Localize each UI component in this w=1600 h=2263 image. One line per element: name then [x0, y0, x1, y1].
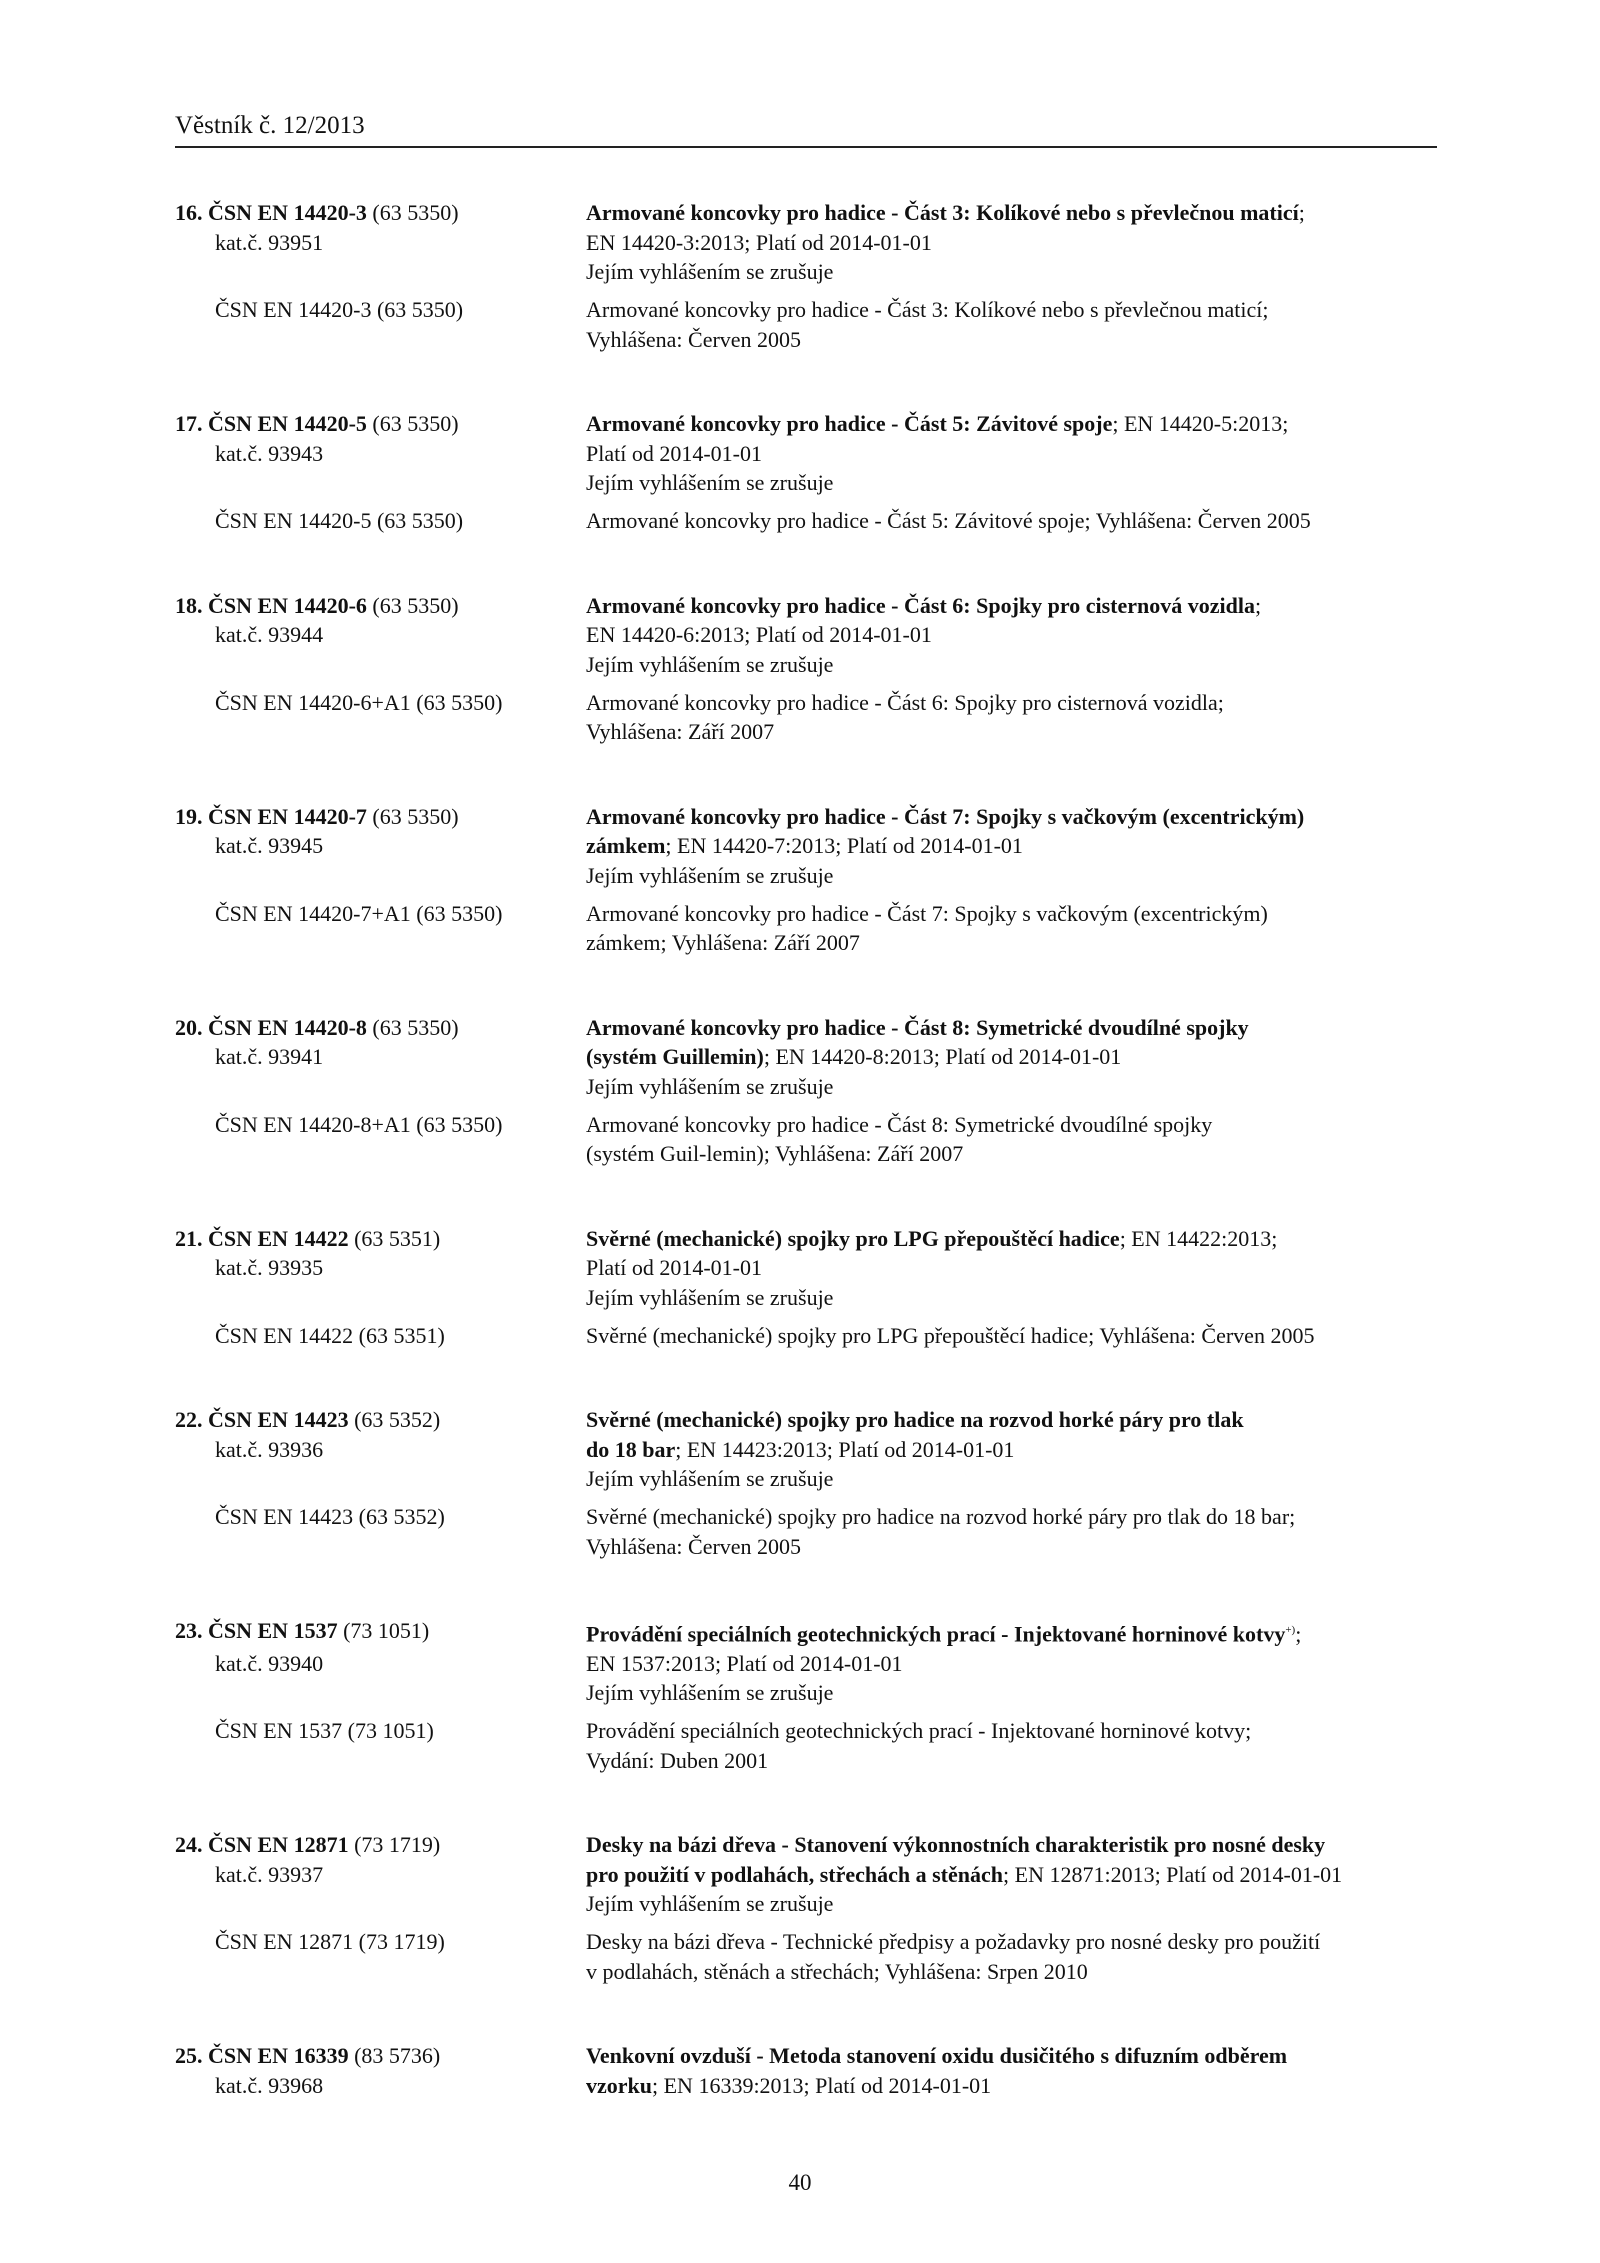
left-column — [175, 899, 586, 929]
entry-line — [175, 1224, 1445, 1254]
left-column — [175, 1042, 586, 1072]
new-standard-details: EN 14420-6:2013; Platí od 2014-01-01 — [586, 622, 932, 647]
new-standard-title: Armované koncovky pro hadice - Část 3: Kolíkové nebo s převlečnou maticí — [586, 200, 1299, 225]
entry-number: 25. — [175, 2043, 203, 2069]
replaced-standard-code: ČSN EN 14420-5 (63 5350) — [215, 508, 464, 533]
new-standard-details: ; EN 14420-7:2013; Platí od 2014-01-01 — [665, 833, 1023, 858]
new-standard-title: do 18 bar — [586, 1436, 676, 1462]
new-standard-details: ; — [1298, 200, 1305, 225]
standard-number-code — [175, 1832, 349, 1857]
standards-list — [175, 198, 1445, 2155]
replaced-standard-code: ČSN EN 14420-6+A1 (63 5350) — [215, 689, 503, 715]
standard-entry — [175, 2041, 1445, 2100]
new-standard-title: Svěrné (mechanické) spojky pro LPG přepouštěcí hadice — [586, 1225, 1120, 1251]
header-rule — [175, 146, 1437, 148]
right-column — [586, 1405, 1445, 1435]
left-column — [175, 257, 586, 287]
left-column — [175, 1927, 586, 1957]
replaced-standard-title: Svěrné (mechanické) spojky pro hadice na rozvod horké páry pro tlak do 18 bar; — [586, 1504, 1296, 1529]
new-standard-title: Svěrné (mechanické) spojky pro hadice na rozvod horké páry pro tlak — [586, 1407, 1244, 1432]
right-column — [586, 591, 1445, 621]
entry-line — [175, 228, 1445, 258]
entry-line — [175, 650, 1445, 680]
standard-entry — [175, 198, 1445, 354]
left-column — [175, 228, 586, 258]
catalog-number: kat.č. 93937 — [215, 1861, 324, 1887]
new-standard-title: pro použití v podlahách, střechách a stěnách — [586, 1861, 1004, 1887]
left-column — [175, 831, 586, 861]
replaced-standard-code: ČSN EN 14420-7+A1 (63 5350) — [215, 900, 503, 926]
new-standard-details: EN 14420-3:2013; Platí od 2014-01-01 — [586, 229, 932, 255]
standard-number-code — [175, 200, 367, 225]
new-standard-title: Desky na bázi dřeva - Stanovení výkonnostních charakteristik pro nosné desky — [586, 1832, 1326, 1858]
replaced-standard-code: ČSN EN 14420-3 (63 5350) — [215, 297, 464, 322]
standard-code: ČSN EN 12871 — [208, 1832, 349, 1858]
standard-code: ČSN EN 1537 — [208, 1618, 338, 1643]
standard-code: ČSN EN 14420-6 — [208, 592, 367, 618]
left-column — [175, 1405, 586, 1435]
replacement-note: Jejím vyhlášením se zrušuje — [586, 862, 834, 888]
standard-code: ČSN EN 16339 — [208, 2043, 349, 2069]
replacement-note: Jejím vyhlášením se zrušuje — [586, 1891, 834, 1917]
catalog-number: kat.č. 93944 — [215, 622, 324, 647]
left-column — [175, 468, 586, 498]
left-column — [175, 1502, 586, 1532]
new-standard-title: (systém Guillemin) — [586, 1044, 764, 1069]
standard-code: ČSN EN 14420-5 — [208, 411, 367, 436]
entry-line — [175, 1889, 1445, 1919]
replacement-note: Jejím vyhlášením se zrušuje — [586, 651, 834, 677]
new-standard-title: Armované koncovky pro hadice - Část 8: Symetrické dvoudílné spojky — [586, 1014, 1249, 1040]
replaced-line — [175, 325, 1445, 355]
left-column — [175, 1746, 586, 1776]
left-column — [175, 1532, 586, 1562]
replacement-note: Jejím vyhlášením se zrušuje — [586, 470, 834, 495]
catalog-number: kat.č. 93951 — [215, 229, 324, 255]
entry-line — [175, 1042, 1445, 1072]
replaced-standard-title: Desky na bázi dřeva - Technické předpisy a požadavky pro nosné desky pro použití — [586, 1929, 1321, 1955]
new-standard-title: Armované koncovky pro hadice - Část 7: Spojky s vačkovým (excentrickým) — [586, 803, 1305, 829]
left-column — [175, 2041, 586, 2071]
right-column — [586, 620, 1445, 650]
entry-line — [175, 1860, 1445, 1890]
standard-number-code — [175, 2043, 349, 2068]
replaced-standard-code: ČSN EN 14422 (63 5351) — [215, 1322, 445, 1348]
replaced-line — [175, 928, 1445, 958]
right-column — [586, 1042, 1445, 1072]
replaced-standard-title: Vyhlášena: Červen 2005 — [586, 326, 802, 352]
catalog-number: kat.č. 93945 — [215, 833, 324, 858]
entry-line — [175, 1253, 1445, 1283]
replacement-note: Jejím vyhlášením se zrušuje — [586, 259, 834, 284]
replaced-standard-title: Vyhlášena: Červen 2005 — [586, 1533, 802, 1559]
catalog-number: kat.č. 93968 — [215, 2072, 324, 2098]
entry-line — [175, 1616, 1445, 1649]
entry-line — [175, 1013, 1445, 1043]
left-column — [175, 1224, 586, 1254]
replacement-note: Jejím vyhlášením se zrušuje — [586, 1284, 834, 1310]
standard-code: ČSN EN 14423 — [208, 1407, 349, 1432]
left-column — [175, 1321, 586, 1351]
replaced-line — [175, 295, 1445, 325]
left-column — [175, 1616, 586, 1649]
entry-line — [175, 1283, 1445, 1313]
replaced-line — [175, 1110, 1445, 1140]
left-column — [175, 1860, 586, 1890]
left-column — [175, 1139, 586, 1169]
replaced-standard-title: Vydání: Duben 2001 — [586, 1747, 769, 1773]
entry-line — [175, 620, 1445, 650]
standard-code: ČSN EN 14420-8 — [208, 1014, 367, 1040]
replaced-line — [175, 688, 1445, 718]
left-column — [175, 1253, 586, 1283]
entry-line — [175, 2041, 1445, 2071]
left-column — [175, 506, 586, 536]
entry-line — [175, 802, 1445, 832]
entry-line — [175, 2071, 1445, 2101]
replaced-line — [175, 506, 1445, 536]
replaced-standard-title: Armované koncovky pro hadice - Část 3: Kolíkové nebo s převlečnou maticí; — [586, 297, 1269, 322]
left-column — [175, 439, 586, 469]
entry-line — [175, 591, 1445, 621]
right-column — [586, 802, 1445, 832]
standard-entry — [175, 1830, 1445, 1986]
right-column — [586, 1435, 1445, 1465]
left-column — [175, 1649, 586, 1679]
new-standard-title: Armované koncovky pro hadice - Část 6: Spojky pro cisternová vozidla — [586, 592, 1255, 618]
new-standard-details: ; EN 14420-5:2013; — [1112, 411, 1289, 436]
standard-number-code — [175, 1407, 349, 1432]
new-standard-title: vzorku — [586, 2072, 652, 2098]
classification-code: (73 1719) — [348, 1832, 441, 1858]
right-column — [586, 1616, 1445, 1649]
standard-code: ČSN EN 14420-3 — [208, 200, 367, 225]
entry-line — [175, 1649, 1445, 1679]
page-number: 40 — [788, 2170, 812, 2195]
left-column — [175, 2071, 586, 2101]
left-column — [175, 650, 586, 680]
standard-entry — [175, 802, 1445, 958]
replaced-line — [175, 1716, 1445, 1746]
catalog-number: kat.č. 93943 — [215, 440, 324, 466]
replaced-line — [175, 1927, 1445, 1957]
bulletin-header: Věstník č. 12/2013 — [175, 112, 365, 139]
catalog-number: kat.č. 93936 — [215, 1436, 324, 1462]
left-column — [175, 1283, 586, 1313]
standard-code: ČSN EN 14422 — [208, 1225, 349, 1251]
classification-code: (63 5351) — [348, 1225, 441, 1251]
replacement-note: Jejím vyhlášením se zrušuje — [586, 1466, 834, 1491]
right-column — [586, 1253, 1445, 1283]
entry-line — [175, 257, 1445, 287]
left-column — [175, 295, 586, 325]
entry-line — [175, 439, 1445, 469]
replaced-standard-title: Armované koncovky pro hadice - Část 6: Spojky pro cisternová vozidla; — [586, 689, 1224, 715]
replaced-standard-title: Provádění speciálních geotechnických prací - Injektované horninové kotvy; — [586, 1718, 1252, 1744]
standard-number-code — [175, 593, 367, 618]
left-column — [175, 198, 586, 228]
right-column — [586, 439, 1445, 469]
catalog-number: kat.č. 93940 — [215, 1650, 324, 1676]
left-column — [175, 1678, 586, 1708]
entry-number: 17. — [175, 411, 203, 436]
replaced-standard-title: Armované koncovky pro hadice - Část 7: Spojky s vačkovým (excentrickým) — [586, 900, 1268, 926]
standard-number-code — [175, 1015, 367, 1040]
new-standard-details: Platí od 2014-01-01 — [586, 440, 762, 466]
new-standard-details: ; — [1254, 592, 1262, 618]
left-column — [175, 1830, 586, 1860]
new-standard-details: ; — [1295, 1621, 1302, 1647]
classification-code: (63 5350) — [366, 200, 459, 225]
right-column — [586, 1224, 1445, 1254]
replaced-line — [175, 717, 1445, 747]
replaced-line — [175, 1139, 1445, 1169]
standard-number-code — [175, 804, 367, 829]
new-standard-details: EN 1537:2013; Platí od 2014-01-01 — [586, 1650, 903, 1676]
standard-entry — [175, 1616, 1445, 1775]
new-standard-title: Armované koncovky pro hadice - Část 5: Závitové spoje — [586, 411, 1113, 436]
classification-code: (83 5736) — [348, 2043, 441, 2069]
new-standard-details: ; EN 14422:2013; — [1119, 1225, 1278, 1251]
entry-line — [175, 1072, 1445, 1102]
left-column — [175, 928, 586, 958]
right-column — [586, 2071, 1445, 2101]
left-column — [175, 620, 586, 650]
left-column — [175, 861, 586, 891]
replaced-line — [175, 1502, 1445, 1532]
left-column — [175, 802, 586, 832]
entry-number: 16. — [175, 200, 203, 225]
entry-number: 22. — [175, 1407, 203, 1432]
left-column — [175, 1110, 586, 1140]
right-column — [586, 409, 1445, 439]
catalog-number: kat.č. 93941 — [215, 1044, 324, 1069]
entry-line — [175, 1464, 1445, 1494]
classification-code: (63 5350) — [366, 592, 459, 618]
standard-number-code — [175, 411, 367, 436]
replaced-line — [175, 1321, 1445, 1351]
entry-line — [175, 1435, 1445, 1465]
replacement-note: Jejím vyhlášením se zrušuje — [586, 1680, 834, 1706]
entry-line — [175, 1405, 1445, 1435]
classification-code: (73 1051) — [337, 1618, 430, 1643]
left-column — [175, 688, 586, 718]
replaced-line — [175, 899, 1445, 929]
right-column — [586, 228, 1445, 258]
left-column — [175, 1716, 586, 1746]
right-column — [586, 1649, 1445, 1679]
standard-entry — [175, 1224, 1445, 1351]
new-standard-details: Platí od 2014-01-01 — [586, 1255, 762, 1280]
left-column — [175, 1435, 586, 1465]
replaced-standard-title: Vyhlášena: Září 2007 — [586, 719, 775, 744]
replaced-line — [175, 1746, 1445, 1776]
entry-line — [175, 831, 1445, 861]
entry-line — [175, 198, 1445, 228]
replaced-standard-code: ČSN EN 14420-8+A1 (63 5350) — [215, 1111, 503, 1137]
entry-number: 23. — [175, 1618, 203, 1643]
standard-entry — [175, 591, 1445, 747]
replaced-standard-title: Svěrné (mechanické) spojky pro LPG přepouštěcí hadice; Vyhlášena: Červen 2005 — [586, 1322, 1315, 1348]
classification-code: (63 5352) — [348, 1407, 441, 1432]
replaced-standard-title: v podlahách, stěnách a střechách; Vyhlášena: Srpen 2010 — [586, 1958, 1088, 1984]
replaced-standard-title: zámkem; Vyhlášena: Září 2007 — [586, 930, 860, 955]
left-column — [175, 1013, 586, 1043]
standard-entry — [175, 409, 1445, 536]
new-standard-details: ; EN 12871:2013; Platí od 2014-01-01 — [1003, 1861, 1343, 1887]
replacement-note: Jejím vyhlášením se zrušuje — [586, 1073, 834, 1099]
left-column — [175, 1072, 586, 1102]
right-column — [586, 198, 1445, 228]
replaced-standard-title: Armované koncovky pro hadice - Část 8: Symetrické dvoudílné spojky — [586, 1111, 1213, 1137]
replaced-standard-code: ČSN EN 14423 (63 5352) — [215, 1504, 445, 1529]
standard-number-code — [175, 1226, 349, 1251]
new-standard-details: ; EN 16339:2013; Platí od 2014-01-01 — [652, 2072, 992, 2098]
left-column — [175, 591, 586, 621]
standard-entry — [175, 1013, 1445, 1169]
right-column — [586, 2041, 1445, 2071]
right-column — [586, 1013, 1445, 1043]
classification-code: (63 5350) — [366, 411, 459, 436]
entry-line — [175, 409, 1445, 439]
classification-code: (63 5350) — [366, 1014, 459, 1040]
right-column — [586, 831, 1445, 861]
entry-line — [175, 468, 1445, 498]
new-standard-title: Provádění speciálních geotechnických prací - Injektované horninové kotvy — [586, 1621, 1286, 1647]
new-standard-title: Venkovní ovzduší - Metoda stanovení oxidu dusičitého s difuzním odběrem — [586, 2043, 1288, 2069]
catalog-number: kat.č. 93935 — [215, 1255, 324, 1280]
entry-number: 18. — [175, 592, 203, 618]
new-standard-title: zámkem — [586, 833, 666, 858]
left-column — [175, 409, 586, 439]
left-column — [175, 1464, 586, 1494]
standard-number-code — [175, 1618, 338, 1643]
left-column — [175, 1889, 586, 1919]
entry-line — [175, 1678, 1445, 1708]
replaced-line — [175, 1532, 1445, 1562]
standard-code: ČSN EN 14420-7 — [208, 803, 367, 829]
replaced-standard-title: Armované koncovky pro hadice - Část 5: Závitové spoje; Vyhlášena: Červen 2005 — [586, 508, 1311, 533]
left-column — [175, 717, 586, 747]
replaced-standard-title: (systém Guil-lemin); Vyhlášena: Září 2007 — [586, 1141, 964, 1166]
entry-line — [175, 861, 1445, 891]
right-column — [586, 1860, 1445, 1890]
entry-number: 21. — [175, 1225, 203, 1251]
left-column — [175, 1957, 586, 1987]
classification-code: (63 5350) — [366, 803, 459, 829]
entry-number: 20. — [175, 1014, 203, 1040]
standard-entry — [175, 1405, 1445, 1561]
footnote-mark: +) — [1285, 1624, 1296, 1636]
right-column — [586, 1830, 1445, 1860]
replaced-standard-code: ČSN EN 1537 (73 1051) — [215, 1718, 434, 1744]
new-standard-details: ; EN 14420-8:2013; Platí od 2014-01-01 — [763, 1044, 1122, 1069]
entry-line — [175, 1830, 1445, 1860]
left-column — [175, 325, 586, 355]
entry-number: 19. — [175, 803, 203, 829]
entry-number: 24. — [175, 1832, 203, 1858]
replaced-line — [175, 1957, 1445, 1987]
new-standard-details: ; EN 14423:2013; Platí od 2014-01-01 — [675, 1436, 1015, 1462]
replaced-standard-code: ČSN EN 12871 (73 1719) — [215, 1929, 445, 1955]
